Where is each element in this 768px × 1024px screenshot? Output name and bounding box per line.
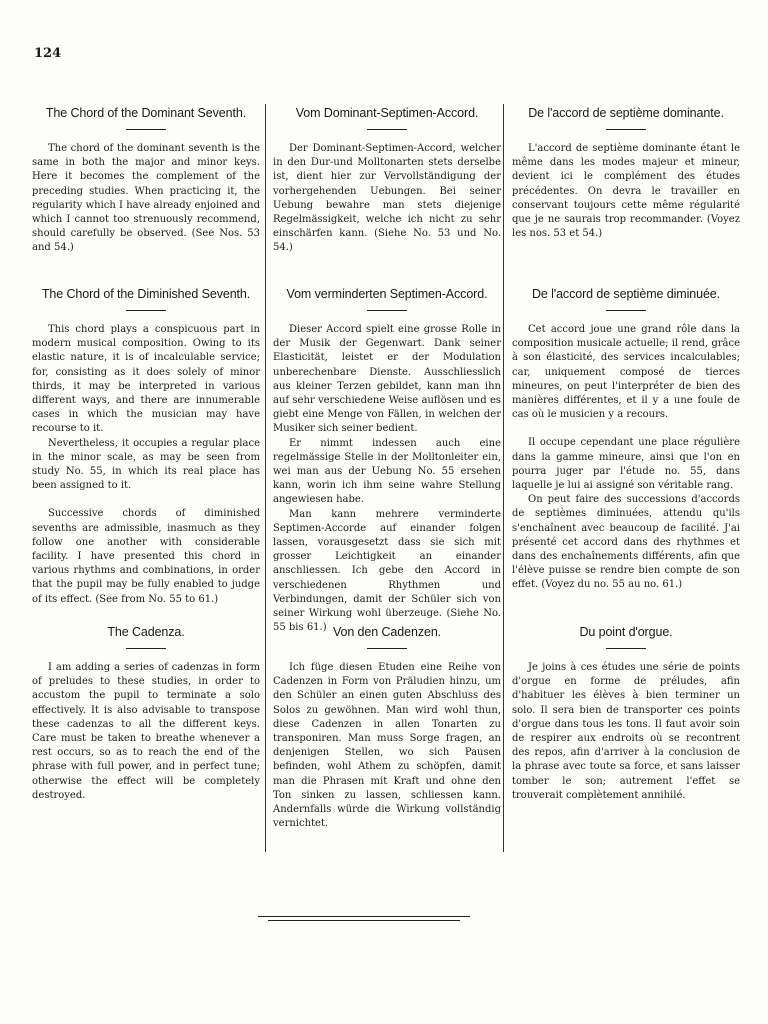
paragraph: Dieser Accord spielt eine grosse Rolle in der Musik der Gegenwart. Dank seiner Elasticität, leistet er der Modulation unberechenbare Dienste. Ausschliesslich aus kleiner Terzen gebildet, kann man ihn auf sehr verschiedene Weise auflösen und es giebt eine Menge von Fällen, in welchen der Musiker sich seiner bedient.	[273, 324, 501, 435]
section-cadenza-de	[273, 625, 501, 831]
paragraph: On peut faire des successions d'accords de septièmes diminuées, attendu qu'ils s'enchaînent avec beaucoup de facilité. J'ai présenté cet accord dans des rhythmes et dans des enchaînements différents, afin que l'élève puisse se rendre bien compte de son effet. (Voyez du no. 55 au no. 61.)	[512, 494, 740, 591]
heading-rule	[606, 129, 646, 130]
page-number: 124	[34, 46, 62, 61]
paragraph: Ich füge diesen Etuden eine Reihe von Cadenzen in Form von Präludien hinzu, um den Schüler an einen guten Abschluss des Solos zu gewöhnen. Man wird wohl thun, diese Cadenzen in allen Tonarten zu transponiren. Man muss Sorge fragen, an denjenigen Stellen, wo sich Pausen befinden, wohl Athem zu schöpfen, damit man die Phrasen mit Kraft und ohne den Ton sinken zu lassen, schliessen kann. Andernfalls würde die Wirkung vollständig vernichtet.	[273, 662, 501, 830]
paragraph: L'accord de septième dominante étant le même dans les modes majeur et mineur, devient ici le complément des études précédentes. On devra le travailler en conservant toujours cette même régularité que je ne saurais trop recommander. (Voyez les nos. 53 et 54.)	[512, 143, 740, 240]
heading-rule	[126, 648, 166, 649]
end-rule	[268, 920, 460, 921]
section-diminished-seventh-de	[273, 287, 501, 635]
paragraph: The chord of the dominant seventh is the same in both the major and minor keys. Here it becomes the complement of the preceding studies. When practicing it, the regularity which I have already enjoined and which I cannot too strenuously recommend, should carefully be observed. (See Nos. 53 and 54.)	[32, 143, 260, 254]
section-heading: The Cadenza.	[107, 625, 185, 639]
column-divider	[265, 104, 266, 852]
paragraph: Je joins à ces études une série de points d'orgue en forme de préludes, afin d'habituer les élèves à bien terminer un solo. Il sera bien de transporter ces points d'orgue dans tous les tons. Il faut avoir soin de respirer aux endroits où se recontrent des repos, afin d'arriver à la conclusion de la phrase avec toute sa force, et sans laisser tomber le son; autrement l'effet se trouverait complètement annihilé.	[512, 662, 740, 801]
heading-rule	[606, 648, 646, 649]
column-divider	[503, 104, 504, 852]
section-heading: The Chord of the Diminished Seventh.	[41, 287, 251, 301]
heading-rule	[367, 310, 407, 311]
section-cadenza-en	[32, 625, 260, 803]
paragraph: Er nimmt indessen auch eine regelmässige Stelle in der Molltonleiter ein, wei man aus der Uebung No. 55 ersehen kann, worin ich ihm seine wahre Stellung angewiesen habe.	[273, 437, 501, 506]
section-dominant-seventh-en	[32, 106, 260, 256]
paragraph: Successive chords of diminished sevenths are admissible, inasmuch as they follow one another with considerable facility. I have presented this chord in various rhythms and combinations, in order that the pupil may be fully enabled to judge of its effect. (See from No. 55 to 61.)	[32, 508, 260, 605]
paragraph: Il occupe cependant une place régulière dans la gamme mineure, ainsi que l'on en pourra juger par l'étude no. 55, dans laquelle je lui ai assigné son véritable rang.	[512, 437, 740, 492]
heading-rule	[367, 129, 407, 130]
section-heading: Du point d'orgue.	[579, 625, 673, 639]
section-dominant-seventh-de	[273, 106, 501, 256]
section-heading: Vom verminderten Septimen-Accord.	[286, 287, 488, 301]
section-heading: Von den Cadenzen.	[332, 625, 442, 639]
section-heading: Vom Dominant-Septimen-Accord.	[295, 106, 479, 120]
paragraph: This chord plays a conspicuous part in modern musical composition. Owing to its elastic nature, it is of incalculable service; for, consisting as it does solely of minor thirds, it may be interpreted in various different ways, and there are innumerable cases in which the musician may have recourse to it.	[32, 324, 260, 435]
paragraph: Man kann mehrere verminderte Septimen-Accorde auf einander folgen lassen, vorausgesetzt dass sie sich mit grosser Leichtigkeit an einander anschliessen. Ich gebe den Accord in verschiedenen Rhythmen und Verbindungen, damit der Schüler sich von seiner Wirkung wohl überzeuge. (Siehe No. 55 bis 61.)	[273, 508, 501, 634]
section-point-orgue-fr	[512, 625, 740, 803]
section-heading: De l'accord de septième dominante.	[528, 106, 724, 120]
paragraph: Cet accord joue une grand rôle dans la composition musicale actuelle; il rend, grâce à son élasticité, des services incalculables; car, uniquement composé de tierces mineures, on peut l'interpréter de bien des manières différentes, et il y a une foule de cas où le musicien y a recours.	[512, 324, 740, 421]
section-diminished-seventh-en	[32, 287, 260, 607]
heading-rule	[126, 129, 166, 130]
section-diminished-seventh-fr	[512, 287, 740, 593]
heading-rule	[126, 310, 166, 311]
heading-rule	[606, 310, 646, 311]
section-heading: De l'accord de septième diminuée.	[531, 287, 721, 301]
paragraph: Nevertheless, it occupies a regular place in the minor scale, as may be seen from study No. 55, in which its real place has been assigned to it.	[32, 437, 260, 492]
heading-rule	[367, 648, 407, 649]
paragraph: Der Dominant-Septimen-Accord, welcher in den Dur-und Molltonarten stets derselbe ist, dient hier zur Vervollständigung der vorhergehenden Uebungen. Bei seiner Uebung bewahre man stets diejenige Regelmässigkeit, welche ich nicht zu sehr einschärfen kann. (Siehe No. 53 und No. 54.)	[273, 143, 501, 254]
section-heading: The Chord of the Dominant Seventh.	[45, 106, 247, 120]
end-rule	[258, 916, 470, 917]
section-dominant-seventh-fr	[512, 106, 740, 241]
paragraph: I am adding a series of cadenzas in form of preludes to these studies, in order to accustom the pupil to terminate a solo effectively. It is also advisable to transpose these cadenzas to all the different keys. Care must be taken to breathe whenever a rest occurs, so as to reach the end of the phrase with full power, and in perfect tune; otherwise the effect will be completely destroyed.	[32, 662, 260, 801]
